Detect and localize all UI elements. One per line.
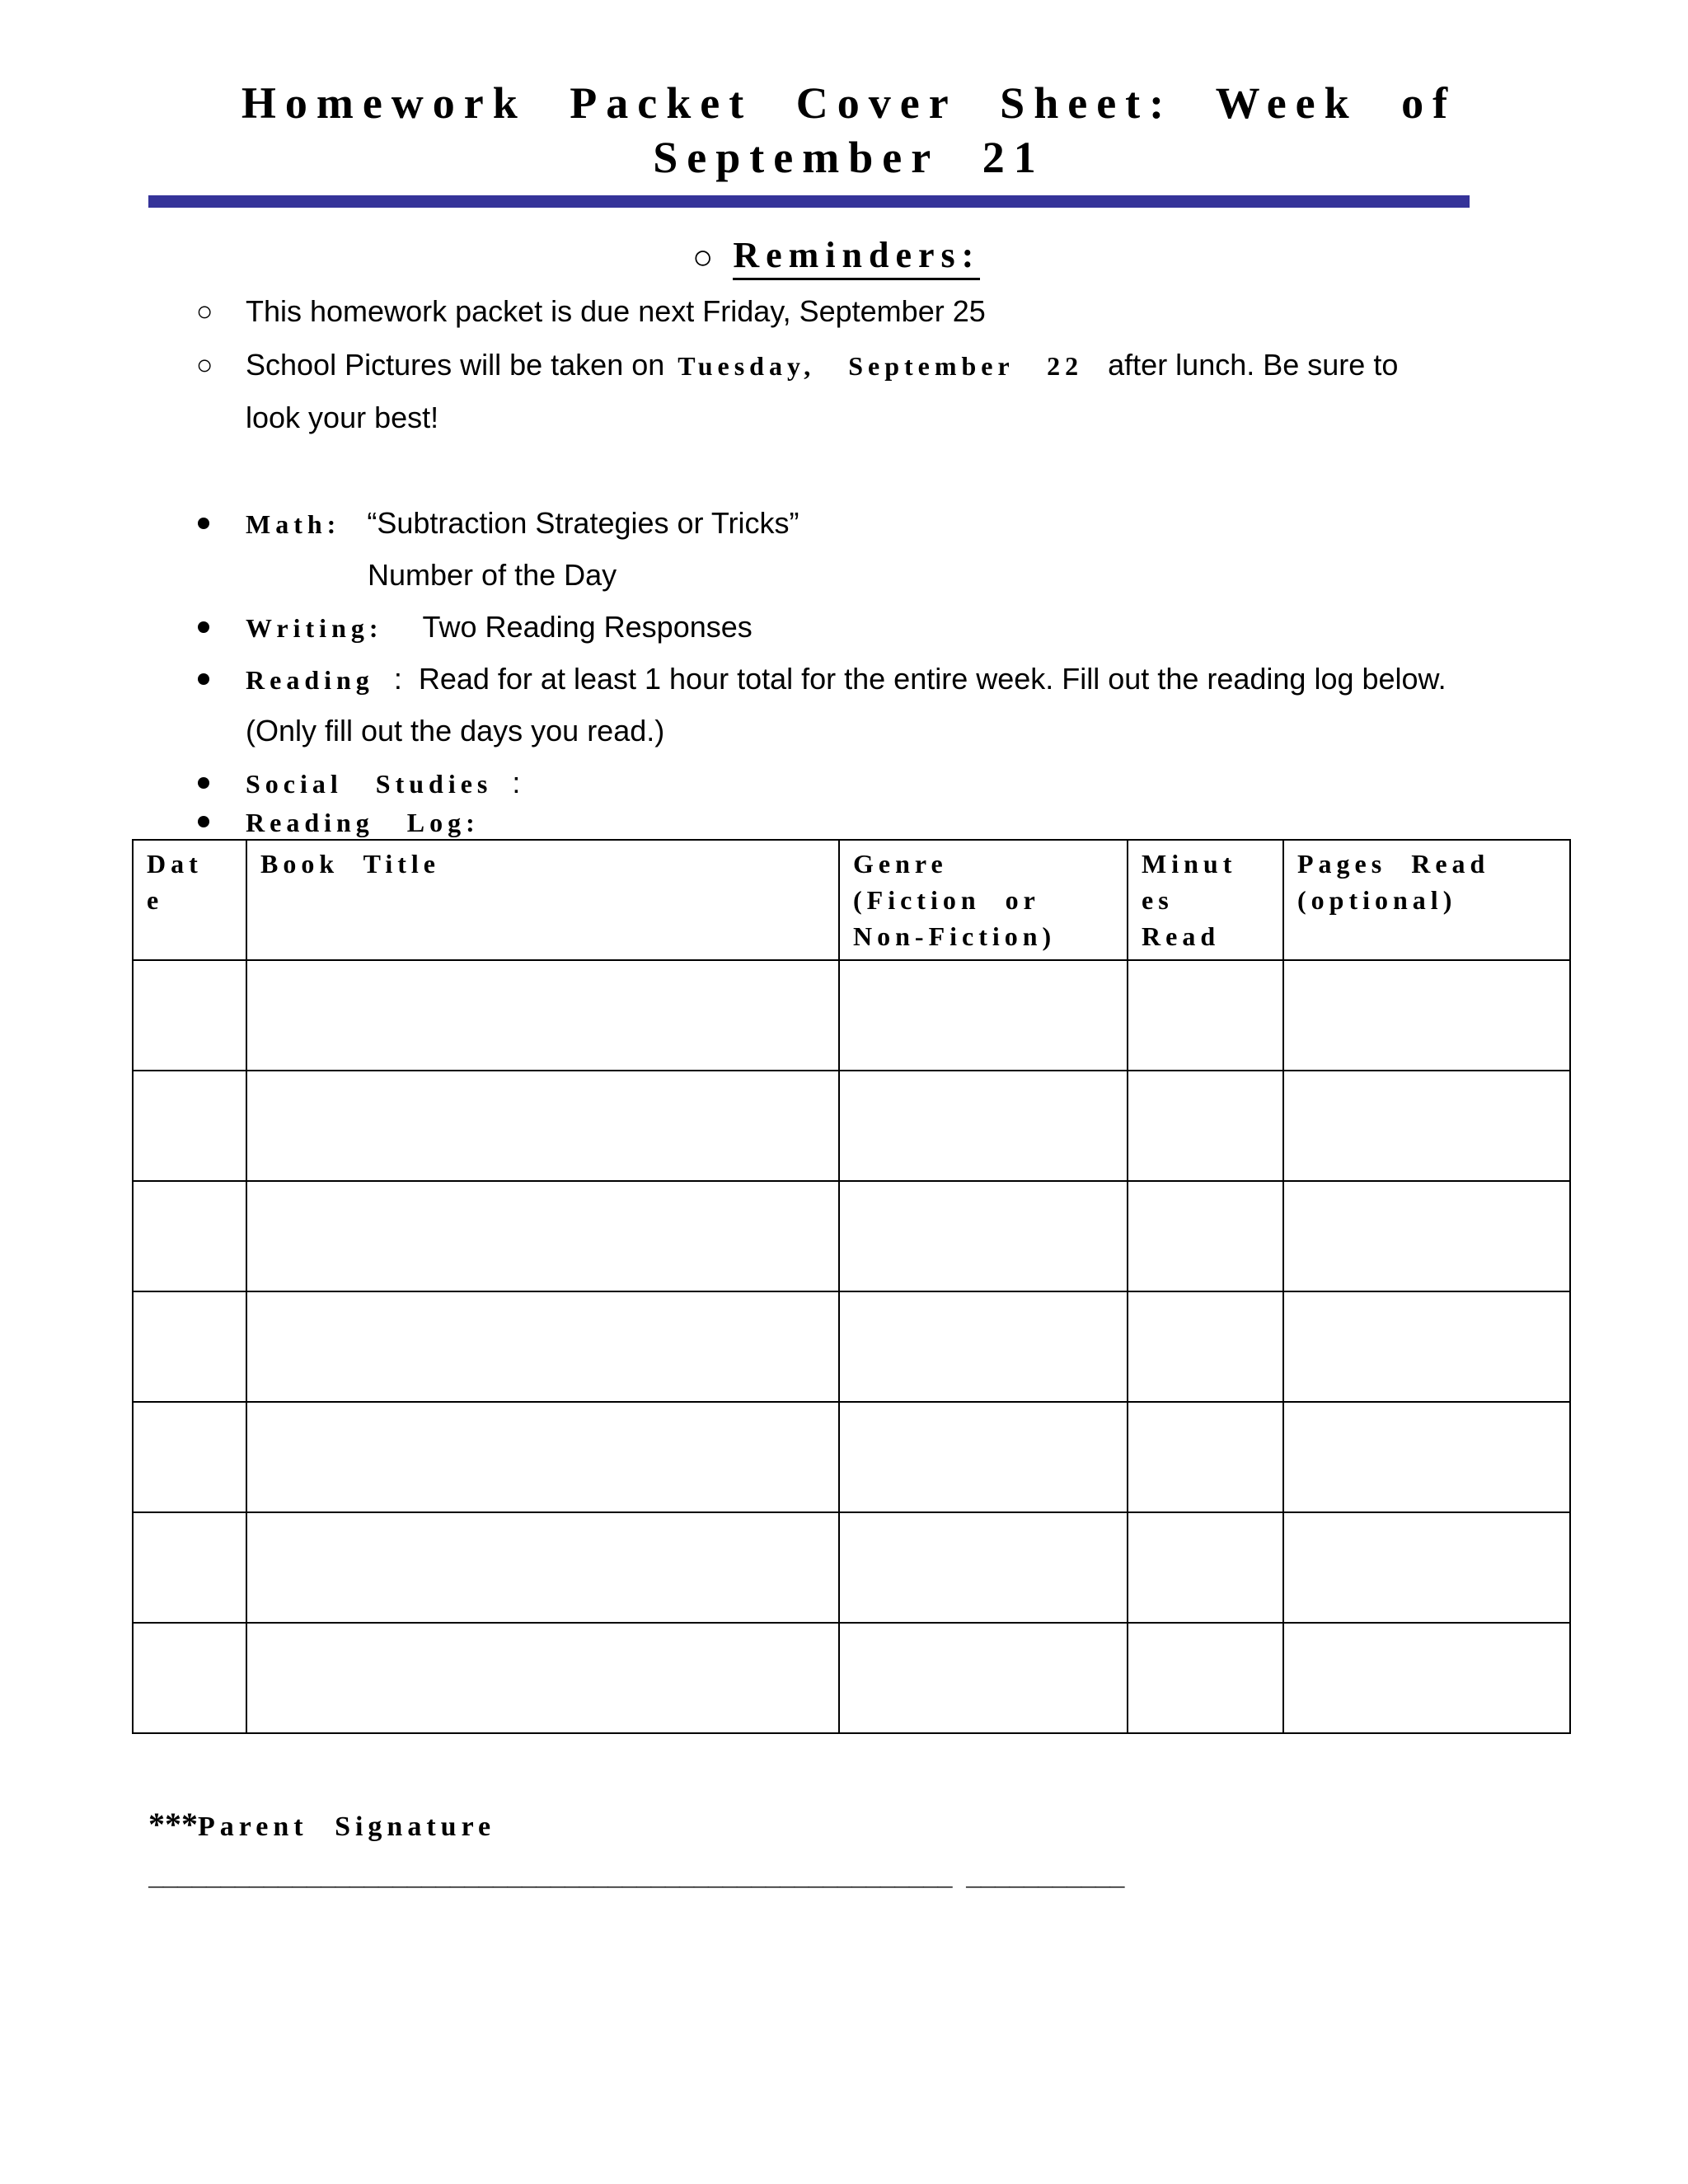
reading-log-label: Reading Log: — [246, 808, 480, 837]
cell-genre[interactable] — [839, 1291, 1128, 1402]
reminder-school-pictures-cont: look your best! — [246, 401, 439, 434]
hollow-bullet-icon: ○ — [692, 237, 714, 276]
cell-pages[interactable] — [1283, 1512, 1570, 1623]
title-divider — [148, 195, 1470, 208]
reminders-heading — [692, 232, 980, 282]
page-title — [148, 76, 1550, 185]
table-row — [133, 1071, 1570, 1181]
math-assignment: Math: “Subtraction Strategies or Tricks” — [246, 506, 799, 540]
cell-book-title[interactable] — [246, 1181, 839, 1291]
cell-book-title[interactable] — [246, 1402, 839, 1512]
bullet-icon — [198, 673, 209, 685]
cell-genre[interactable] — [839, 960, 1128, 1071]
hollow-bullet-icon: ○ — [196, 296, 213, 327]
cell-minutes[interactable] — [1128, 1181, 1283, 1291]
table-row — [133, 960, 1570, 1071]
reading-assignment-2: (Only fill out the days you read.) — [246, 714, 665, 748]
cell-genre[interactable] — [839, 1181, 1128, 1291]
header-minutes-read: Minut es Read — [1128, 840, 1283, 960]
cell-pages[interactable] — [1283, 960, 1570, 1071]
cell-minutes[interactable] — [1128, 1402, 1283, 1512]
table-header-row — [133, 840, 1570, 960]
bullet-icon — [198, 518, 209, 529]
signature-line[interactable]: ________________________________________________________ ___________ — [148, 1864, 1124, 1893]
reminder-due-date: This homework packet is due next Friday, September 25 — [246, 294, 986, 328]
reading-log-table — [132, 839, 1571, 1734]
hollow-bullet-icon: ○ — [196, 349, 213, 381]
cell-book-title[interactable] — [246, 960, 839, 1071]
title-line-1: Homework Packet Cover Sheet: Week of — [241, 78, 1457, 128]
cell-minutes[interactable] — [1128, 1512, 1283, 1623]
reminders-heading-text: Reminders: — [733, 234, 980, 280]
header-book-title: Book Title — [246, 840, 839, 960]
parent-signature-label: ***Parent Signature — [148, 1806, 496, 1843]
cell-book-title[interactable] — [246, 1512, 839, 1623]
cell-minutes[interactable] — [1128, 1623, 1283, 1733]
cell-book-title[interactable] — [246, 1623, 839, 1733]
table-row — [133, 1402, 1570, 1512]
bullet-icon — [198, 777, 209, 789]
title-line-2: September 21 — [653, 133, 1045, 182]
cell-book-title[interactable] — [246, 1071, 839, 1181]
cell-date[interactable] — [133, 1291, 246, 1402]
cell-date[interactable] — [133, 1512, 246, 1623]
cell-pages[interactable] — [1283, 1623, 1570, 1733]
bullet-icon — [198, 621, 209, 633]
cell-pages[interactable] — [1283, 1071, 1570, 1181]
header-pages-read: Pages Read (optional) — [1283, 840, 1570, 960]
header-date: Dat e — [133, 840, 246, 960]
cell-genre[interactable] — [839, 1512, 1128, 1623]
bullet-icon — [198, 816, 209, 827]
cell-pages[interactable] — [1283, 1402, 1570, 1512]
math-assignment-2: Number of the Day — [368, 558, 617, 592]
writing-assignment: Writing: Two Reading Responses — [246, 610, 753, 644]
cell-book-title[interactable] — [246, 1291, 839, 1402]
table-row — [133, 1181, 1570, 1291]
social-studies-assignment: Social Studies : — [246, 766, 521, 799]
cell-pages[interactable] — [1283, 1181, 1570, 1291]
table-row — [133, 1623, 1570, 1733]
cell-pages[interactable] — [1283, 1291, 1570, 1402]
cell-genre[interactable] — [839, 1071, 1128, 1181]
table-row — [133, 1291, 1570, 1402]
cell-genre[interactable] — [839, 1623, 1128, 1733]
cell-date[interactable] — [133, 960, 246, 1071]
cell-genre[interactable] — [839, 1402, 1128, 1512]
cell-date[interactable] — [133, 1071, 246, 1181]
cell-date[interactable] — [133, 1623, 246, 1733]
cell-minutes[interactable] — [1128, 960, 1283, 1071]
cell-minutes[interactable] — [1128, 1291, 1283, 1402]
cell-date[interactable] — [133, 1402, 246, 1512]
cell-date[interactable] — [133, 1181, 246, 1291]
table-row — [133, 1512, 1570, 1623]
reminder-school-pictures: School Pictures will be taken on Tuesday, September 22 after lunch. Be sure to — [246, 348, 1399, 382]
header-genre: Genre (Fiction or Non-Fiction) — [839, 840, 1128, 960]
cell-minutes[interactable] — [1128, 1071, 1283, 1181]
reading-assignment: Reading : Read for at least 1 hour total for the entire week. Fill out the reading log below. — [246, 662, 1447, 696]
